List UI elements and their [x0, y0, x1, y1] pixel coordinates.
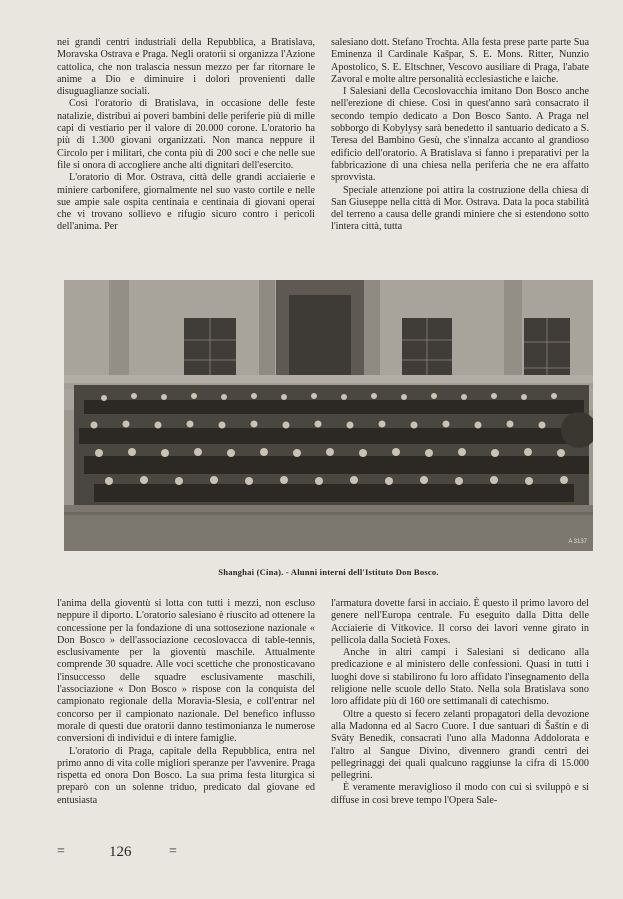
paragraph: L'oratorio di Praga, capitale della Repubblica, entra nel primo anno di vita colle migliori speranze per l'avvenire. Praga rispetta ed onora Don Bosco. La sua prima festa liturgica si preparò con un solenne triduo, predicato dal giovane ed entusiasta	[57, 745, 315, 806]
paragraph: Così l'oratorio di Bratislava, in occasione delle feste natalizie, distribuì ai poveri bambini delle periferie più di mille capi di vestiario per il valore di 20.000 corone. L'oratorio ha più di 1.300 giovani organizzati. Non manca neppure il Circolo per i militari, che conta più di 200 soci e che nelle sue file si onora di accogliere anche alti dignitari dell'esercito.	[57, 98, 315, 171]
paragraph: nei grandi centri industriali della Repubblica, a Bratislava, Moravska Ostrava e Praga. Negli oratorii si organizza l'Azione cattolica, che non tralascia nessun mezzo per far ritornare le anime a Dio e diminuire i dolori provenienti dalle disuguaglianze sociali.	[57, 37, 315, 98]
text-column-top-left	[57, 37, 315, 234]
paragraph: I Salesiani della Cecoslovacchia imitano Don Bosco anche nell'erezione di chiese. Così in quest'anno sarà consacrato il secondo tempio dedicato a Don Bosco Santo. A Praga nel sobborgo di Kobylysy sarà benedetto il santuario dedicato a S. Teresa del Bambino Gesù, che s'innalza accanto al grandioso edificio dell'oratorio. A Bratislava si fanno i preparativi per la fabbricazione di una chiesa nella periferia che ne era affatto sprovvista.	[331, 86, 589, 184]
photo-stamp: A 3137	[568, 539, 587, 545]
paragraph: Anche in altri campi i Salesiani si dedicano alla predicazione e al ministero delle confessioni. Quasi in tutti i luoghi dove si stabilirono fu loro affidato l'insegnamento della religione nelle scuole dello Stato. Nella sola Bratislava sono loro affidate più di 160 ore settimanali di catechismo.	[331, 647, 589, 708]
photo-illustration	[64, 280, 593, 551]
page-footer	[57, 844, 197, 864]
text-column-bottom-right	[331, 598, 589, 807]
text-column-top-right	[331, 37, 589, 234]
page-number: 126	[109, 844, 132, 860]
ornament-left: =	[57, 844, 65, 859]
group-photograph	[64, 280, 593, 551]
paragraph: l'armatura dovette farsi in acciaio. È questo il primo lavoro del genere nell'Europa centrale. Fu eseguito dalla Ditta delle Acciaierie di Vítkovice. Il corso dei lavori venne girato in pellicola dalla Società Foxes.	[331, 598, 589, 646]
paragraph: Speciale attenzione poi attira la costruzione della chiesa di San Giuseppe nella città di Mor. Ostrava. Data la poca stabilità del terreno a causa delle grandi miniere che si estendono sotto l'intera città, tutta	[331, 184, 589, 233]
paragraph: salesiano dott. Stefano Trochta. Alla festa prese parte parte Sua Eminenza il Cardinale Kašpar, S. E. Mons. Ritter, Nunzio Apostolico, S. E. Eltschner, Vescovo ausiliare di Praga, l'abate Zavoral e molte altre personalità ecclesiastiche e laiche.	[331, 37, 589, 85]
paragraph: L'oratorio di Mor. Ostrava, città delle grandi acciaierie e miniere carbonifere, giornalmente nel suo vasto cortile e nelle sue ampie sale ospita centinaia e centinaia di giovani operai che vi trovano sollievo e rifugio sicuro contro i pericoli dell'anima. Per	[57, 172, 315, 233]
paragraph: l'anima della gioventù si lotta con tutti i mezzi, non escluso neppure il diporto. L'oratorio salesiano è riuscito ad ottenere la concessione per la fondazione di una sottosezione nazionale « Don Bosco » dell'associazione cecoslovacca di table-tennis, esclusivamente per la gioventù maschile. Attualmente comprende 30 squadre. Alle voci scettiche che pronosticavano l'insuccesso delle squadre esclusivamente maschili, l'associazione « Don Bosco » rispose con la conquista del campionato regionale della Moravia-Slesia, e coll'entrar nel concorso per il campionato nazionale. Del benefico influsso morale di questi due oratorii danno testimonianza le numerose conversioni di individui e di intere famiglie.	[57, 598, 315, 745]
photo-caption: Shanghai (Cina). - Alunni interni dell'Istituto Don Bosco.	[218, 567, 439, 577]
ornament-right: =	[169, 844, 177, 859]
paragraph: Oltre a questo si fecero zelanti propagatori della devozione alla Madonna ed al Sacro Cuore. I due santuari di Šaštín e di Sväty Benedik, consacrati l'uno alla Madonna Addolorata e l'altro al Sangue Divino, divennero grandi centri dei pellegrinaggi dei quali qualcuno raggiunse la cifra di 15.000 pellegrini.	[331, 708, 589, 782]
text-column-bottom-left	[57, 598, 315, 807]
paragraph: È veramente meraviglioso il modo con cui si sviluppò e si diffuse in così breve tempo l'Opera Sale-	[331, 782, 589, 806]
